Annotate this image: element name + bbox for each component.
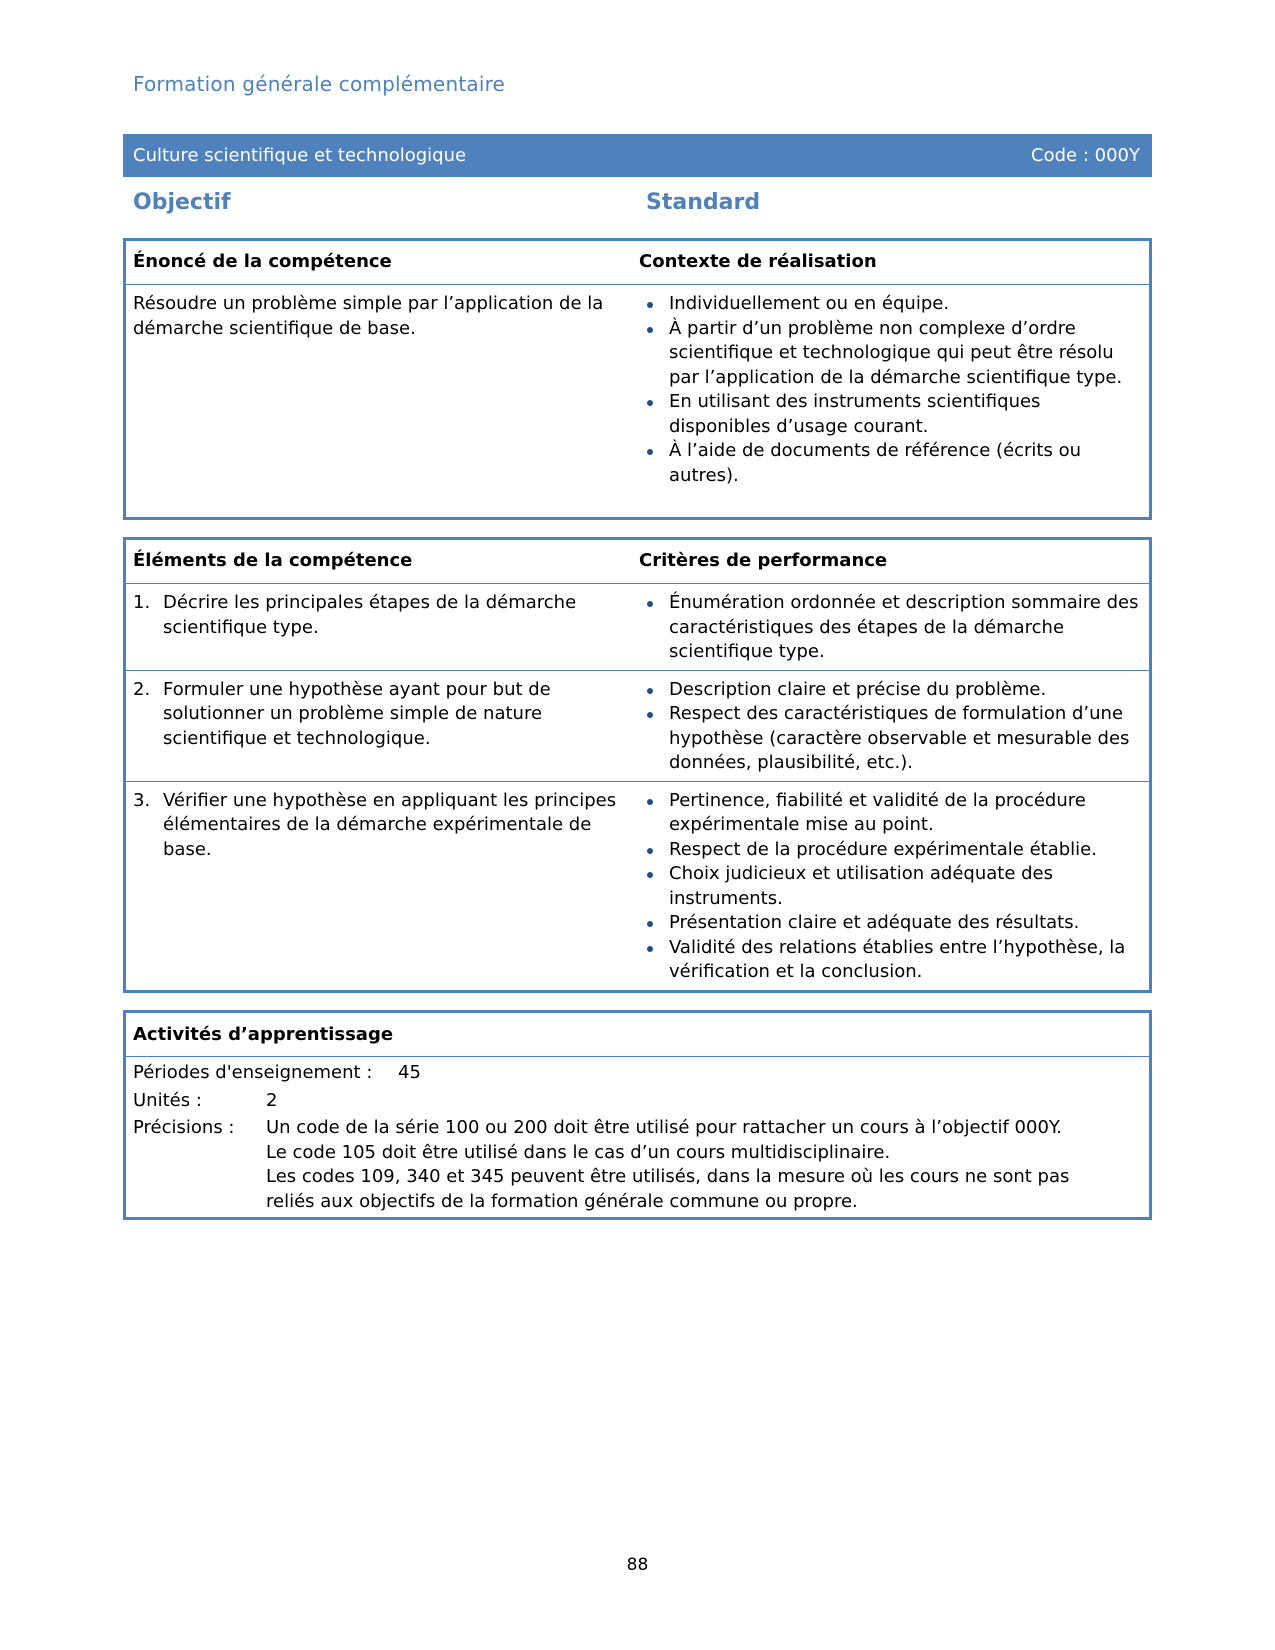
element-number: 2. xyxy=(133,678,151,700)
periodes-label: Périodes d'enseignement : xyxy=(133,1062,373,1083)
table-row xyxy=(126,670,1149,781)
bullet-icon xyxy=(647,946,653,952)
table-row xyxy=(126,584,1149,671)
criteres-header: Critères de performance xyxy=(632,540,1149,584)
list-item: Description claire et précise du problème. xyxy=(639,678,1141,703)
course-name: Culture scientifique et technologique xyxy=(133,145,467,166)
bullet-icon xyxy=(647,688,653,694)
unites-label: Unités : xyxy=(133,1089,202,1111)
precisions-line xyxy=(133,1116,1141,1214)
bullet-icon xyxy=(647,400,653,406)
competence-table xyxy=(126,241,1149,493)
course-title-bar xyxy=(123,134,1152,177)
list-item: À partir d’un problème non complexe d’ordre scientifique et technologique qui peut être résolu par l’application de la démarche scientifique type. xyxy=(639,317,1141,391)
competence-box xyxy=(123,238,1152,520)
bullet-icon xyxy=(647,872,653,878)
periodes-line xyxy=(133,1061,1141,1086)
standard-heading: Standard xyxy=(646,190,761,215)
contexte-list xyxy=(639,292,1141,488)
element-item: 1. Décrire les principales étapes de la démarche scientifique type. xyxy=(133,592,577,638)
bullet-icon xyxy=(647,848,653,854)
unites-line xyxy=(133,1089,1141,1114)
bullet-icon xyxy=(647,712,653,718)
list-item: Individuellement ou en équipe. xyxy=(639,292,1141,317)
elements-box xyxy=(123,537,1152,993)
list-item: Choix judicieux et utilisation adéquate des instruments. xyxy=(639,862,1141,911)
list-item: Validité des relations établies entre l’hypothèse, la vérification et la conclusion. xyxy=(639,936,1141,985)
enonce-text: Résoudre un problème simple par l’application de la démarche scientifique de base. xyxy=(133,293,604,339)
list-item: Respect des caractéristiques de formulation d’une hypothèse (caractère observable et mesurable des données, plausibilité, etc.). xyxy=(639,702,1141,776)
element-item: 3. Vérifier une hypothèse en appliquant les principes élémentaires de la démarche expérimentale de base. xyxy=(133,789,617,860)
element-item: 2. Formuler une hypothèse ayant pour but de solutionner un problème simple de nature scientifique et technologique. xyxy=(133,678,551,749)
element-number: 3. xyxy=(133,789,151,811)
objectif-heading: Objectif xyxy=(133,190,231,215)
list-item: Présentation claire et adéquate des résultats. xyxy=(639,911,1141,936)
activities-box xyxy=(123,1010,1152,1220)
list-item: Énumération ordonnée et description sommaire des caractéristiques des étapes de la démarche scientifique type. xyxy=(639,591,1141,665)
unites-value: 2 xyxy=(266,1089,278,1111)
list-item: À l’aide de documents de référence (écrits ou autres). xyxy=(639,439,1141,488)
activities-body xyxy=(126,1057,1149,1214)
page-number: 88 xyxy=(626,1555,649,1575)
element-number: 1. xyxy=(133,592,151,613)
precisions-text: Un code de la série 100 ou 200 doit être utilisé pour rattacher un cours à l’objectif 000Y. Le code 105 doit être utilisé dans le cas d’un cours multidisciplinaire. Les codes 109, 340 et 345 peuvent être utilisés, dans la mesure où les cours ne sont pas reliés aux objectifs de la formation générale commune ou propre. xyxy=(266,1117,1070,1212)
enonce-header: Énoncé de la compétence xyxy=(126,241,632,285)
bullet-icon xyxy=(647,302,653,308)
list-item: Respect de la procédure expérimentale établie. xyxy=(639,838,1141,863)
course-code: Code : 000Y xyxy=(1031,145,1140,166)
activities-header: Activités d’apprentissage xyxy=(126,1013,1149,1057)
precisions-label: Précisions : xyxy=(133,1117,235,1138)
table-row xyxy=(126,781,1149,990)
page-section-title: Formation générale complémentaire xyxy=(133,72,506,96)
contexte-cell xyxy=(632,285,1149,494)
bullet-icon xyxy=(647,601,653,607)
periodes-value: 45 xyxy=(398,1062,421,1083)
list-item: Pertinence, fiabilité et validité de la procédure expérimentale mise au point. xyxy=(639,789,1141,838)
elements-table xyxy=(126,540,1149,990)
bullet-icon xyxy=(647,799,653,805)
bullet-icon xyxy=(647,449,653,455)
bullet-icon xyxy=(647,327,653,333)
elements-header: Éléments de la compétence xyxy=(126,540,632,584)
bullet-icon xyxy=(647,921,653,927)
list-item: En utilisant des instruments scientifiques disponibles d’usage courant. xyxy=(639,390,1141,439)
contexte-header: Contexte de réalisation xyxy=(632,241,1149,285)
